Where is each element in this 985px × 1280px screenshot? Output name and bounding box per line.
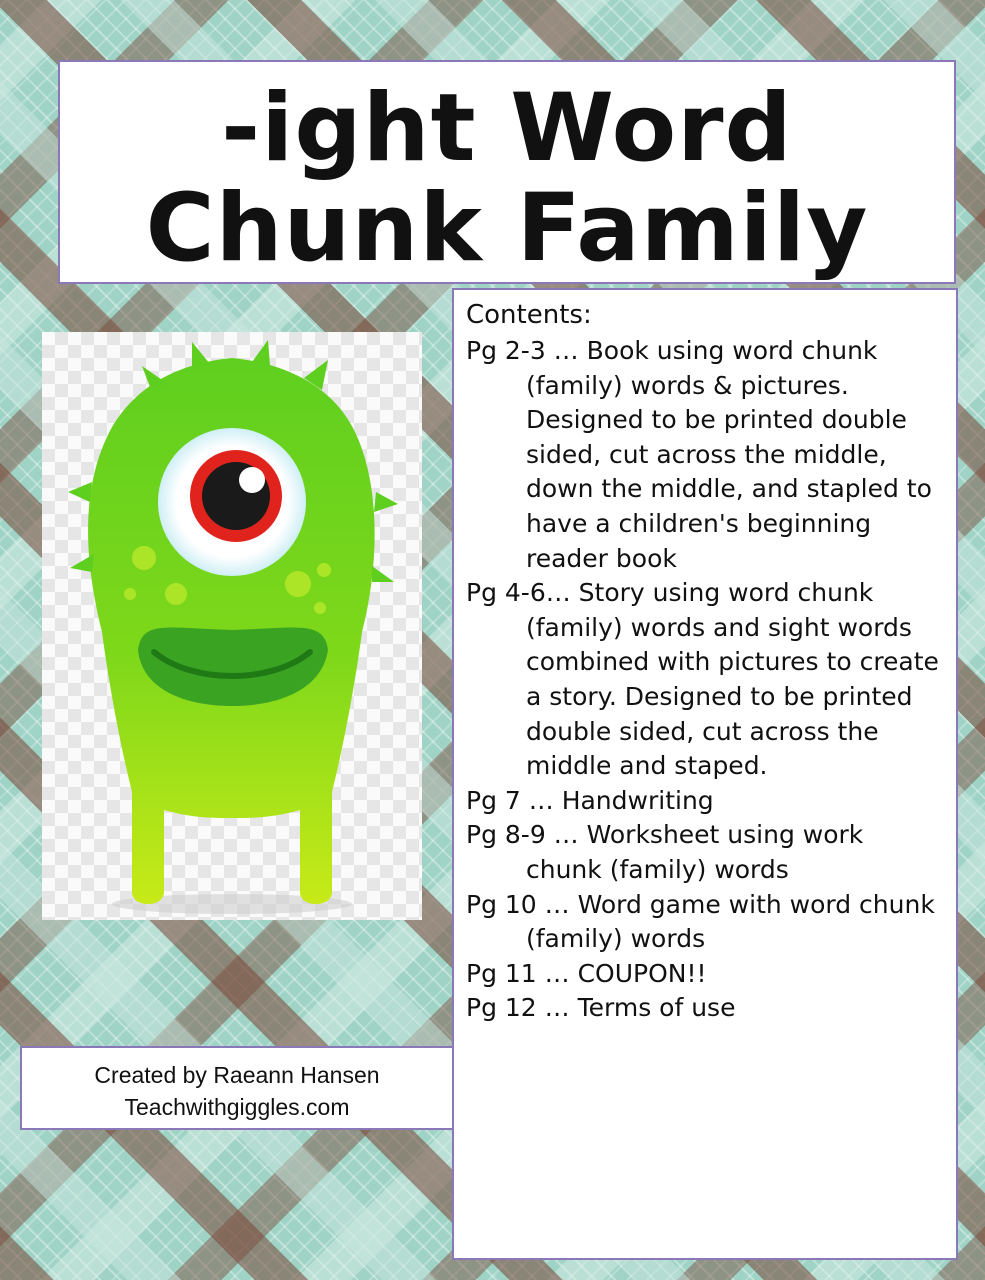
contents-heading: Contents:	[466, 300, 592, 330]
title-line-1: -ight Word	[221, 74, 793, 183]
contents-entry: Pg 7 … Handwriting	[466, 785, 714, 815]
contents-entry: Pg 4-6… Story using word chunk (family) words and sight words combined with pictures to create a story. Designed to be printed double sided, cut across the middle and staped.	[466, 578, 939, 781]
title-line-2: Chunk Family	[145, 174, 869, 283]
contents-entry: Pg 8-9 … Worksheet using work chunk (family) words	[466, 820, 864, 884]
eye-highlight	[239, 467, 265, 493]
title-banner	[58, 60, 956, 284]
author-credit: Created by Raeann Hansen	[94, 1062, 380, 1088]
contents-entry: Pg 12 … Terms of use	[466, 993, 736, 1023]
monster-illustration-frame	[42, 332, 422, 920]
website-credit: Teachwithgiggles.com	[124, 1094, 350, 1120]
contents-entry: Pg 10 … Word game with word chunk (family) words	[466, 889, 935, 954]
monster-illustration	[42, 332, 422, 920]
contents-entry: Pg 11 … COUPON!!	[466, 958, 707, 988]
contents-panel	[452, 288, 958, 1260]
credit-box	[20, 1046, 454, 1130]
contents-entry: Pg 2-3 … Book using word chunk (family) words & pictures. Designed to be printed double sided, cut across the middle, down the middle, and stapled to have a children's beginning reader book	[466, 336, 932, 573]
